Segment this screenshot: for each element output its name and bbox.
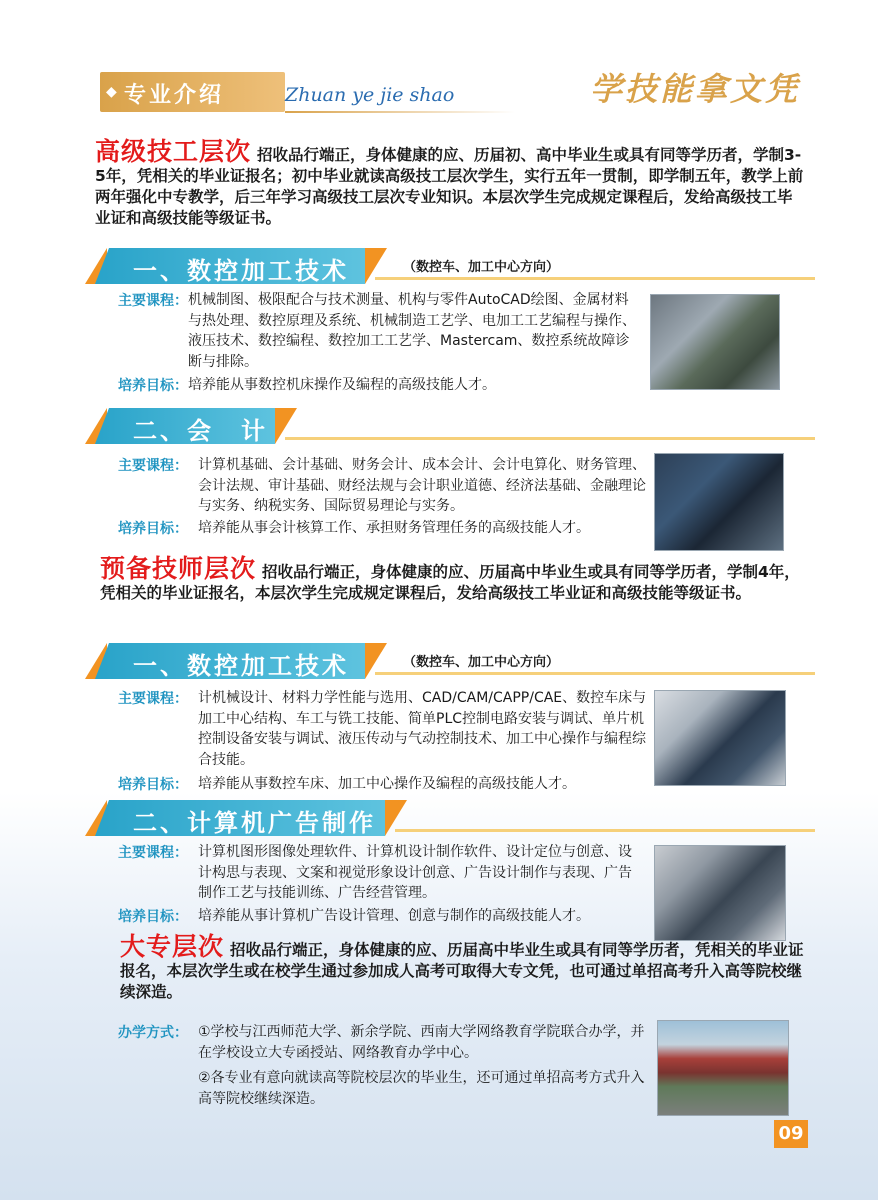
goal-text: 培养能从事数控车床、加工中心操作及编程的高级技能人才。 xyxy=(198,776,576,792)
goal-label: 培养目标： xyxy=(118,521,188,537)
courses-label: 主要课程： xyxy=(118,691,188,707)
page-number: 09 xyxy=(774,1120,808,1148)
section-banner xyxy=(95,408,815,444)
level-text: 招收品行端正，身体健康的应、历届初、高中毕业生或具有同等学历者，学制3-5年，凭相关的毕业证报名；初中毕业就读高级技工层次学生，实行五年一贯制，即学制五年，教学上前两年强化中专教学，后三年学习高级技工层次专业知识。本层次学生完成规定课程后，发给高级技工毕业证和高级技能等级证书。 xyxy=(95,146,804,227)
school-mode-item-1: ①学校与江西师范大学、新余学院、西南大学网络教育学院联合办学，并在学校设立大专函授站、网络教育办学中心。 xyxy=(198,1024,645,1061)
level-text: 招收品行端正，身体健康的应、历届高中毕业生或具有同等学历者，凭相关的毕业证报名，本层次学生或在校学生通过参加成人高考可取得大专文凭，也可通过单招高考升入高等院校继续深造。 xyxy=(120,941,804,1001)
cad-lab-photo xyxy=(654,690,786,786)
section-banner xyxy=(95,800,815,836)
courses-text: 机械制图、极限配合与技术测量、机构与零件AutoCAD绘图、金属材料与热处理、数控原理及系统、机械制造工艺学、电加工工艺编程与操作、液压技术、数控编程、数控加工工艺学、Mastercam、数控系统故障诊断与排除。 xyxy=(188,292,636,370)
courses-label: 主要课程： xyxy=(118,293,188,309)
section-note: （数控车、加工中心方向） xyxy=(403,655,560,670)
section-title: 一、数控加工技术 xyxy=(133,257,349,285)
goal-label: 培养目标： xyxy=(118,777,188,793)
level-block-advanced xyxy=(95,137,807,229)
header-pinyin: Zhuan ye jie shao xyxy=(285,84,455,106)
header-rule xyxy=(285,111,515,113)
level-title: 大专层次 xyxy=(120,932,225,961)
level-block-college xyxy=(120,932,808,1003)
school-gate-photo xyxy=(657,1020,789,1116)
courses-label: 主要课程： xyxy=(118,845,188,861)
school-mode-item-2: ②各专业有意向就读高等院校层次的毕业生，还可通过单招高考方式升入高等院校继续深造。 xyxy=(198,1070,645,1107)
goal-text: 培养能从事计算机广告设计管理、创意与制作的高级技能人才。 xyxy=(198,908,590,924)
level-block-technician xyxy=(100,554,808,604)
goal-label: 培养目标： xyxy=(118,909,188,925)
level-title: 预备技师层次 xyxy=(100,554,257,583)
courses-text: 计算机基础、会计基础、财务会计、成本会计、会计电算化、财务管理、会计法规、审计基础、财经法规与会计职业道德、经济法基础、金融理论与实务、纳税实务、国际贸易理论与实务。 xyxy=(198,457,646,514)
goal-text: 培养能从事会计核算工作、承担财务管理任务的高级技能人才。 xyxy=(198,520,590,536)
header-slogan: 学技能拿文凭 xyxy=(590,70,801,108)
section-title: 二、计算机广告制作 xyxy=(133,809,376,837)
courses-text: 计机械设计、材料力学性能与选用、CAD/CAM/CAPP/CAE、数控车床与加工中心结构、车工与铣工技能、简单PLC控制电路安装与调试、单片机控制设备安装与调试、液压传动与气动控制技术、加工中心操作与编程综合技能。 xyxy=(198,690,647,768)
goal-label: 培养目标： xyxy=(118,378,188,394)
courses-text: 计算机图形图像处理软件、计算机设计制作软件、设计定位与创意、设计构思与表现、文案和视觉形象设计创意、广告设计制作与表现、广告制作工艺与技能训练、广告经营管理。 xyxy=(198,844,632,901)
level-text: 招收品行端正，身体健康的应、历届高中毕业生或具有同等学历者，学制4年，凭相关的毕业证报名，本层次学生完成规定课程后，发给高级技工毕业证和高级技能等级证书。 xyxy=(100,563,800,602)
computer-lab-photo xyxy=(654,845,786,941)
level-title: 高级技工层次 xyxy=(95,137,252,166)
accounting-class-photo xyxy=(654,453,784,551)
section-title: 一、数控加工技术 xyxy=(133,652,349,680)
section-title: 二、会 计 xyxy=(133,417,268,445)
diamond-icon: ◆ xyxy=(106,84,117,100)
goal-text: 培养能从事数控机床操作及编程的高级技能人才。 xyxy=(188,377,496,393)
cnc-workshop-photo xyxy=(650,294,780,390)
section-note: （数控车、加工中心方向） xyxy=(403,260,560,275)
courses-label: 主要课程： xyxy=(118,458,188,474)
school-mode-label: 办学方式： xyxy=(118,1025,188,1041)
header-title: 专业介绍 xyxy=(124,83,225,108)
